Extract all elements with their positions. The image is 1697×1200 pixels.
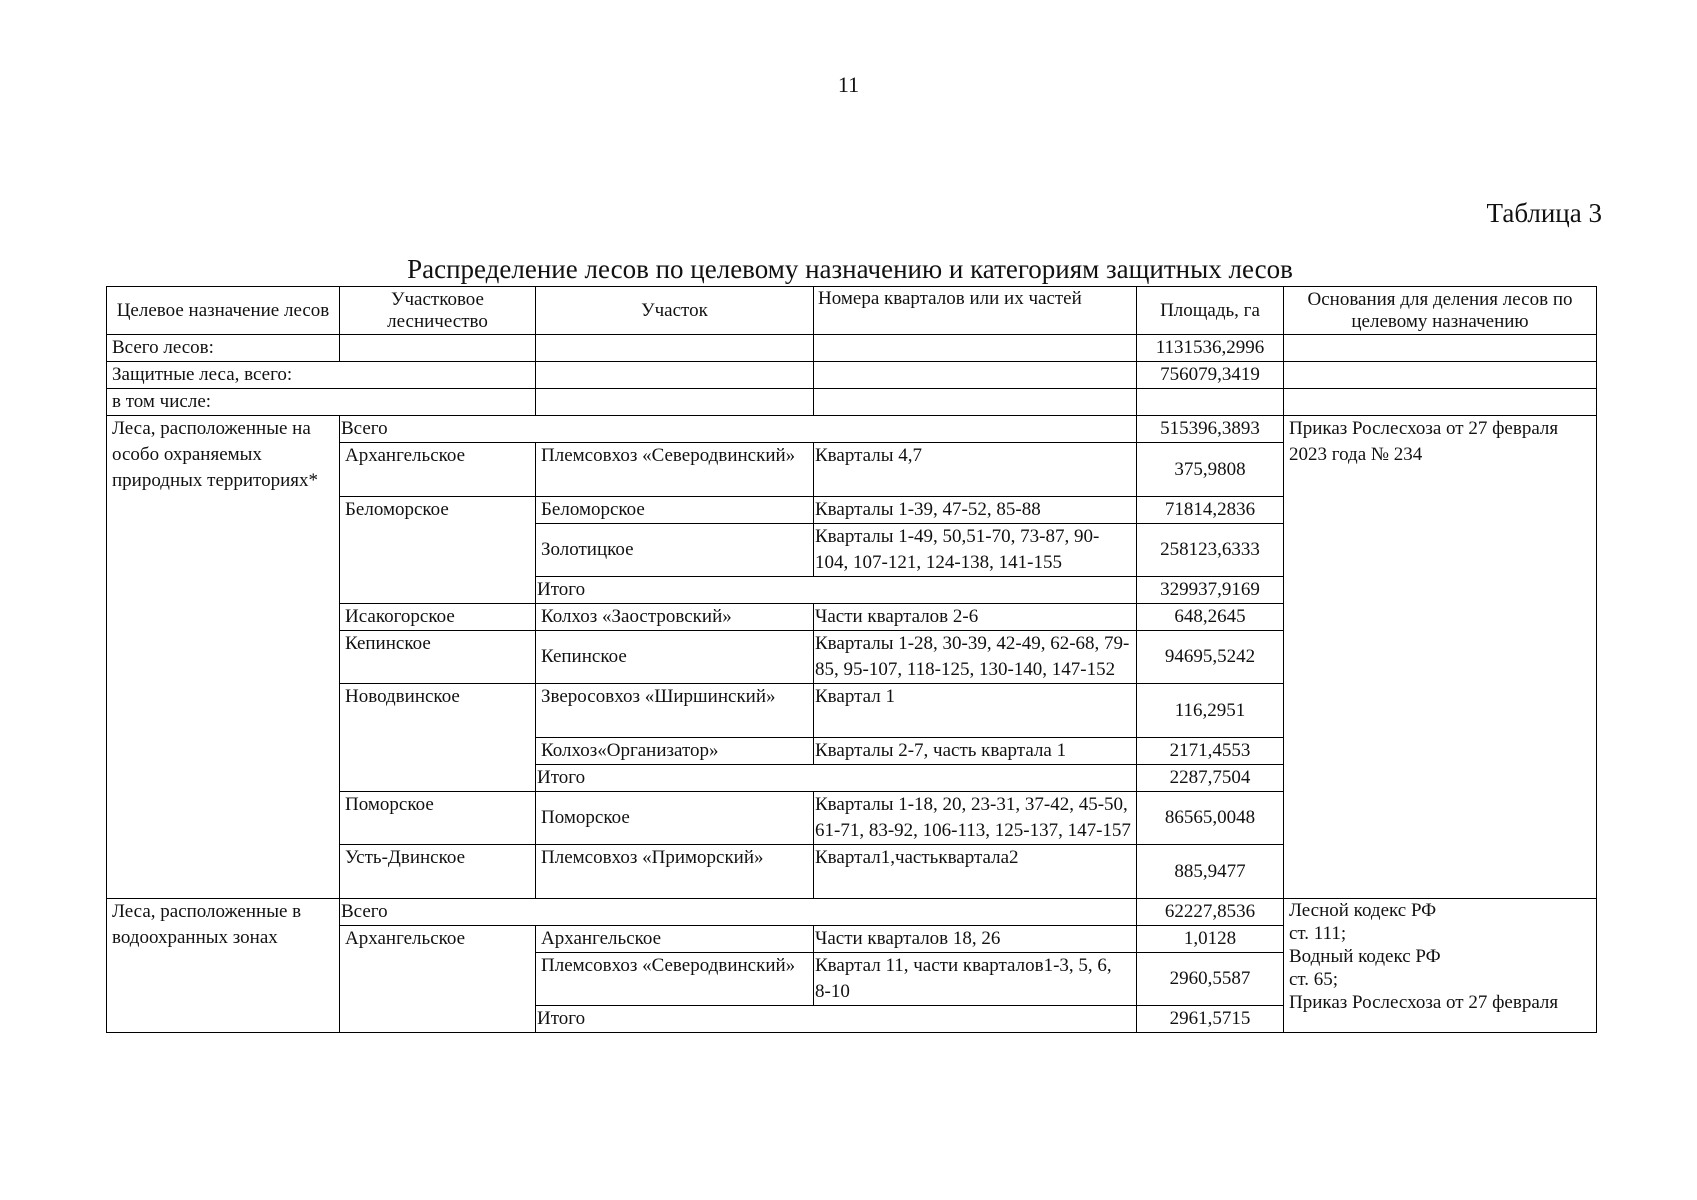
area-cell: 94695,5242 — [1137, 631, 1284, 684]
water-total-area: 62227,8536 — [1137, 899, 1284, 926]
section-cell: Колхоз«Организатор» — [536, 738, 814, 765]
forestry-cell: Новодвинское — [340, 684, 536, 792]
oopt-total-label: Всего — [340, 416, 1137, 443]
subtotal-label: Итого — [536, 765, 1137, 792]
header-purpose: Целевое назначение лесов — [107, 287, 340, 335]
forestry-cell: Архангельское — [340, 443, 536, 497]
forestry-cell: Поморское — [340, 792, 536, 845]
quarters-cell: Кварталы 1-18, 20, 23-31, 37-42, 45-50, 61-71, 83-92, 106-113, 125-137, 147-157 — [814, 792, 1137, 845]
area-cell: 2287,7504 — [1137, 765, 1284, 792]
header-area: Площадь, га — [1137, 287, 1284, 335]
section-cell: Поморское — [536, 792, 814, 845]
quarters-cell: Части кварталов 2-6 — [814, 604, 1137, 631]
including-row — [107, 389, 1597, 416]
area-cell: 116,2951 — [1137, 684, 1284, 738]
section-cell: Зверосовхоз «Ширшинский» — [536, 684, 814, 738]
oopt-total-row — [107, 416, 1597, 443]
water-basis-line: Лесной кодекс РФ — [1289, 900, 1437, 921]
area-cell: 375,9808 — [1137, 443, 1284, 497]
forestry-cell: Беломорское — [340, 497, 536, 604]
quarters-cell: Кварталы 4,7 — [814, 443, 1137, 497]
section-cell: Племсовхоз «Северодвинский» — [536, 443, 814, 497]
area-cell: 2171,4553 — [1137, 738, 1284, 765]
forestry-cell: Усть-Двинское — [340, 845, 536, 899]
protective-forests-area: 756079,3419 — [1137, 362, 1284, 389]
quarters-cell: Кварталы 2-7, часть квартала 1 — [814, 738, 1137, 765]
section-cell: Племсовхоз «Северодвинский» — [536, 953, 814, 1006]
forestry-cell: Кепинское — [340, 631, 536, 684]
total-forests-row — [107, 335, 1597, 362]
area-cell: 2960,5587 — [1137, 953, 1284, 1006]
section-cell: Племсовхоз «Приморский» — [536, 845, 814, 899]
section-cell: Архангельское — [536, 926, 814, 953]
header-row — [107, 287, 1597, 335]
forestry-cell: Архангельское — [340, 926, 536, 1033]
area-cell: 86565,0048 — [1137, 792, 1284, 845]
including-label: в том числе: — [107, 389, 536, 416]
subtotal-label: Итого — [536, 577, 1137, 604]
quarters-cell: Части кварталов 18, 26 — [814, 926, 1137, 953]
header-quarters: Номера кварталов или их частей — [814, 287, 1137, 335]
water-total-label: Всего — [340, 899, 1137, 926]
water-purpose: Леса, расположенные в водоохранных зонах — [107, 899, 340, 1033]
table-title: Распределение лесов по целевому назначению и категориям защитных лесов — [407, 254, 1293, 284]
quarters-cell: Квартал1,частьквартала2 — [814, 845, 1137, 899]
area-cell: 648,2645 — [1137, 604, 1284, 631]
oopt-total-area: 515396,3893 — [1137, 416, 1284, 443]
quarters-cell: Квартал 11, части кварталов1-3, 5, 6, 8-10 — [814, 953, 1137, 1006]
quarters-cell: Кварталы 1-49, 50,51-70, 73-87, 90-104, 107-121, 124-138, 141-155 — [814, 524, 1137, 577]
water-basis — [1284, 899, 1597, 1033]
water-basis-line: Приказ Рослесхоза от 27 февраля — [1289, 992, 1559, 1013]
water-basis-line: ст. 65; — [1289, 969, 1339, 990]
area-cell: 258123,6333 — [1137, 524, 1284, 577]
protective-forests-label: Защитные леса, всего: — [107, 362, 536, 389]
total-forests-area: 1131536,2996 — [1137, 335, 1284, 362]
header-forestry: Участковое лесничество — [340, 287, 536, 335]
area-cell: 885,9477 — [1137, 845, 1284, 899]
quarters-cell: Кварталы 1-39, 47-52, 85-88 — [814, 497, 1137, 524]
area-cell: 329937,9169 — [1137, 577, 1284, 604]
subtotal-label: Итого — [536, 1006, 1137, 1033]
forestry-cell: Исакогорское — [340, 604, 536, 631]
area-cell: 1,0128 — [1137, 926, 1284, 953]
oopt-basis: Приказ Рослесхоза от 27 февраля 2023 года № 234 — [1284, 416, 1597, 899]
total-forests-label: Всего лесов: — [107, 335, 340, 362]
area-cell: 2961,5715 — [1137, 1006, 1284, 1033]
area-cell: 71814,2836 — [1137, 497, 1284, 524]
water-total-row — [107, 899, 1597, 926]
table-label: Таблица 3 — [1486, 198, 1602, 228]
section-cell: Беломорское — [536, 497, 814, 524]
forest-distribution-table — [106, 286, 1597, 1033]
quarters-cell: Квартал 1 — [814, 684, 1137, 738]
section-cell: Кепинское — [536, 631, 814, 684]
page-number: 11 — [837, 72, 860, 97]
header-section: Участок — [536, 287, 814, 335]
header-basis: Основания для деления лесов по целевому назначению — [1284, 287, 1597, 335]
protective-forests-row — [107, 362, 1597, 389]
quarters-cell: Кварталы 1-28, 30-39, 42-49, 62-68, 79-85, 95-107, 118-125, 130-140, 147-152 — [814, 631, 1137, 684]
section-cell: Золотицкое — [536, 524, 814, 577]
water-basis-line: ст. 111; — [1289, 923, 1347, 944]
water-basis-line: Водный кодекс РФ — [1289, 946, 1441, 967]
oopt-purpose: Леса, расположенные на особо охраняемых природных территориях* — [107, 416, 340, 899]
section-cell: Колхоз «Заостровский» — [536, 604, 814, 631]
